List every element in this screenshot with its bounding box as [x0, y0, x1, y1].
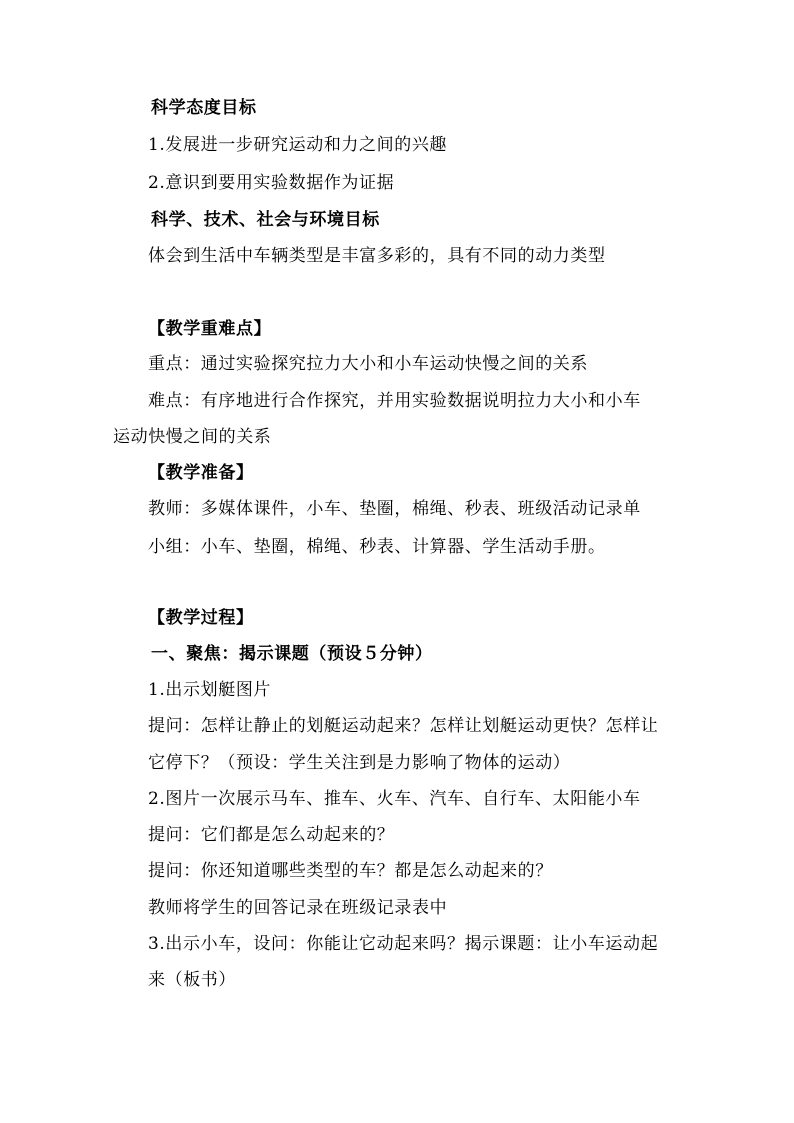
- process-step-3-line-2: 来（板书）: [148, 970, 236, 990]
- difficult-point-line-2: 运动快慢之间的关系: [113, 427, 272, 447]
- process-step-3-line-1: 3.出示小车，设问：你能让它动起来吗？揭示课题：让小车运动起: [148, 934, 659, 954]
- process-step-2: 2.图片一次展示马车、推车、火车、汽车、自行车、太阳能小车: [148, 789, 641, 809]
- process-question-1-line-2: 它停下？（预设：学生关注到是力影响了物体的运动）: [148, 753, 571, 773]
- process-question-2: 提问：它们都是怎么动起来的？: [148, 825, 395, 845]
- key-points-heading: 【教学重难点】: [148, 319, 272, 339]
- attitude-goal-item-2: 2.意识到要用实验数据作为证据: [148, 173, 395, 193]
- sts-goal-text: 体会到生活中车辆类型是丰富多彩的，具有不同的动力类型: [148, 246, 606, 266]
- process-question-3: 提问：你还知道哪些类型的车？都是怎么动起来的？: [148, 861, 553, 881]
- key-point-text: 重点：通过实验探究拉力大小和小车运动快慢之间的关系: [148, 354, 588, 374]
- difficult-point-line-1: 难点：有序地进行合作探究，并用实验数据说明拉力大小和小车: [148, 391, 641, 411]
- process-heading: 【教学过程】: [148, 608, 254, 628]
- attitude-goal-item-1: 1.发展进一步研究运动和力之间的兴趣: [148, 135, 448, 155]
- process-step-1: 1.出示划艇图片: [148, 680, 272, 700]
- preparation-group: 小组：小车、垫圈，棉绳、秒表、计算器、学生活动手册。: [148, 537, 606, 557]
- sts-goal-heading: 科学、技术、社会与环境目标: [151, 210, 380, 230]
- preparation-heading: 【教学准备】: [148, 463, 254, 483]
- process-section-1-title: 一、聚焦：揭示课题（预设５分钟）: [151, 644, 433, 664]
- preparation-teacher: 教师：多媒体课件，小车、垫圈，棉绳、秒表、班级活动记录单: [148, 499, 641, 519]
- attitude-goal-heading: 科学态度目标: [151, 98, 257, 118]
- process-question-1-line-1: 提问：怎样让静止的划艇运动起来？怎样让划艇运动更快？怎样让: [148, 716, 659, 736]
- process-teacher-note: 教师将学生的回答记录在班级记录表中: [148, 898, 448, 918]
